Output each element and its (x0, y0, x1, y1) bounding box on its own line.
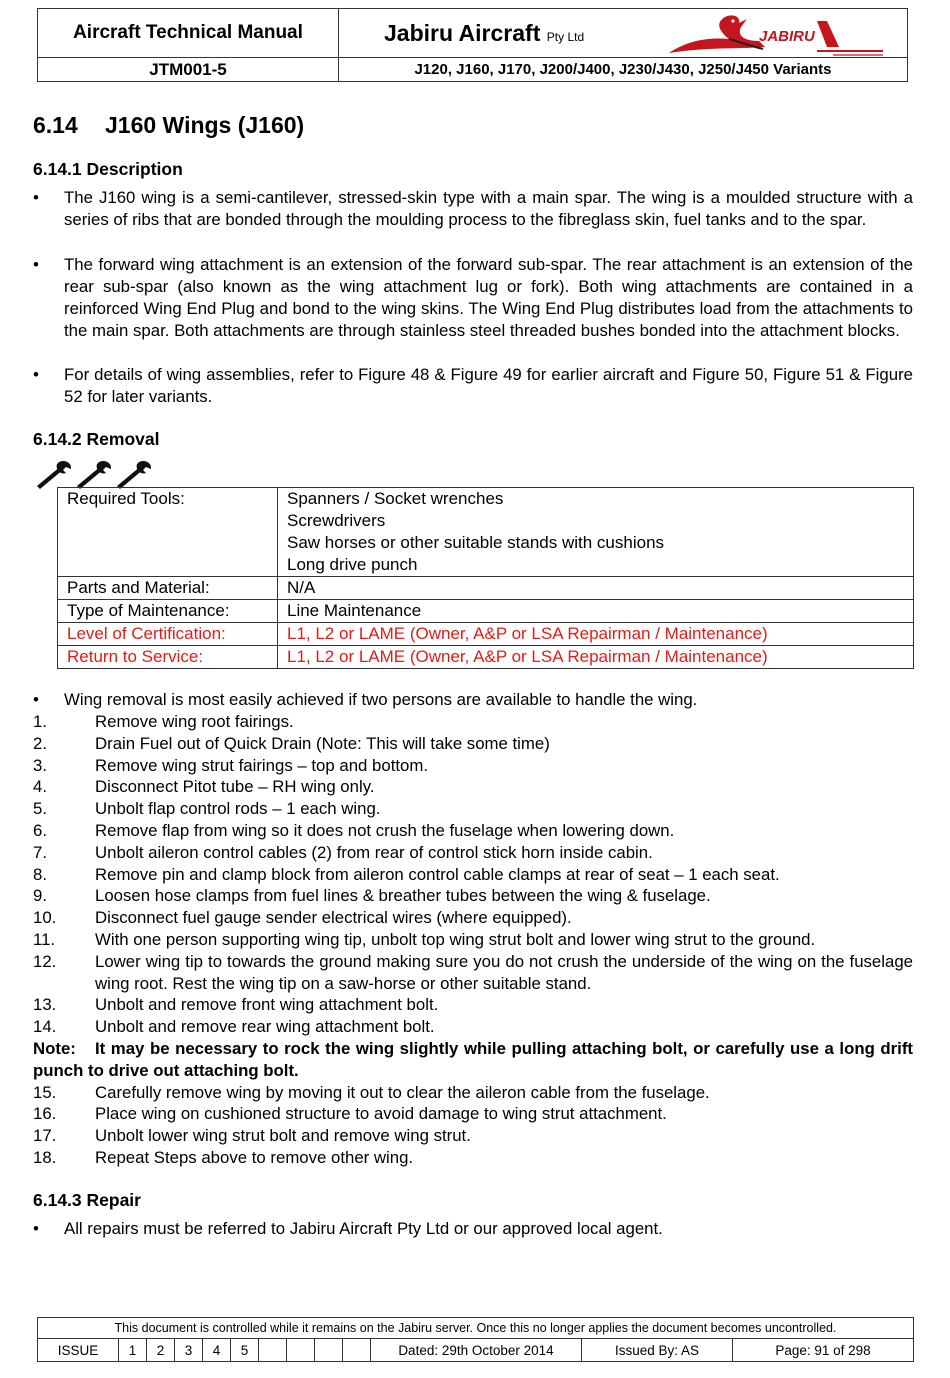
step-item (33, 907, 913, 929)
maintenance-requirements-table (57, 487, 914, 669)
step-text: Lower wing tip to towards the ground making sure you do not crush the underside of the wing on the fuselage wing root. Rest the wing tip on a saw-horse or other suitable stand. (95, 951, 913, 993)
step-item (33, 1082, 913, 1104)
step-text: With one person supporting wing tip, unbolt top wing strut bolt and lower wing strut to the ground. (95, 929, 816, 949)
section-number: 6.14 (33, 112, 78, 138)
step-text: Remove pin and clamp block from aileron control cable clamps at rear of seat – 1 each seat. (95, 864, 780, 884)
list-item: • All repairs must be referred to Jabiru Aircraft Pty Ltd or our approved local agent. (33, 1219, 663, 1238)
list-item: • For details of wing assemblies, refer to Figure 48 & Figure 49 for earlier aircraft and Figure 50, Figure 51 & Figure 52 for later variants. (33, 365, 913, 406)
certification-value: L1, L2 or LAME (Owner, A&P or LSA Repairman / Maintenance) (278, 623, 914, 646)
document-number: JTM001-5 (38, 58, 339, 82)
step-text: Disconnect Pitot tube – RH wing only. (95, 777, 375, 797)
step-item (33, 864, 913, 886)
note-label: Note: (33, 1038, 76, 1058)
table-row (58, 623, 914, 646)
page-number: Page: 91 of 298 (733, 1339, 914, 1362)
step-number: 16. (33, 1104, 57, 1124)
step-item (33, 842, 913, 864)
page-footer (37, 1317, 914, 1362)
parts-label: Parts and Material: (58, 577, 278, 600)
note-text: It may be necessary to rock the wing slightly while pulling attaching bolt, or carefully use a long drift punch to drive out attaching bolt. (33, 1038, 913, 1080)
issue-cell (259, 1339, 287, 1362)
bullet-icon: • (33, 690, 39, 709)
dated: Dated: 29th October 2014 (371, 1339, 582, 1362)
list-item: • The J160 wing is a semi-cantilever, stressed-skin type with a main spar. The wing is a moulded structure with a series of ribs that are bonded through the moulding process to the fibreglass skin, fuel tanks and to the spar. (33, 188, 913, 229)
step-text: Remove wing root fairings. (95, 712, 294, 731)
step-text: Unbolt flap control rods – 1 each wing. (95, 799, 381, 819)
step-item (33, 733, 913, 755)
step-number: 17. (33, 1126, 57, 1146)
issue-cell: 5 (231, 1339, 259, 1362)
step-text: Unbolt and remove front wing attachment bolt. (95, 995, 439, 1015)
maintenance-type-label: Type of Maintenance: (58, 600, 278, 623)
note (33, 1038, 913, 1082)
issue-cell: 2 (147, 1339, 175, 1362)
list-item: • Wing removal is most easily achieved if two persons are available to handle the wing. (33, 690, 698, 709)
issue-cell: 3 (175, 1339, 203, 1362)
step-number: 14. (33, 1017, 57, 1037)
aircraft-variants: J120, J160, J170, J200/J400, J230/J430, J250/J450 Variants (339, 58, 908, 82)
repair-heading: 6.14.3 Repair (33, 1190, 141, 1210)
step-text: Unbolt and remove rear wing attachment bolt. (95, 1017, 435, 1037)
step-number: 18. (33, 1147, 57, 1167)
step-item (33, 1125, 913, 1147)
step-number: 4. (33, 777, 47, 797)
step-text: Drain Fuel out of Quick Drain (Note: This will take some time) (95, 733, 550, 753)
bullet-icon: • (33, 365, 39, 384)
step-number: 5. (33, 799, 47, 819)
step-number: 12. (33, 951, 57, 971)
step-text: Unbolt aileron control cables (2) from rear of control stick horn inside cabin. (95, 842, 653, 862)
company-suffix: Pty Ltd (546, 29, 585, 44)
certification-label: Level of Certification: (58, 623, 278, 646)
bullet-icon: • (33, 255, 39, 274)
issue-cell (343, 1339, 371, 1362)
table-row (58, 646, 914, 669)
company-name-text: Jabiru Aircraft (384, 19, 541, 46)
table-row (58, 577, 914, 600)
table-row (58, 600, 914, 623)
step-text: Place wing on cushioned structure to avoid damage to wing strut attachment. (95, 1104, 667, 1124)
step-item (33, 776, 913, 798)
step-number: 3. (33, 755, 47, 775)
return-to-service-value: L1, L2 or LAME (Owner, A&P or LSA Repairman / Maintenance) (278, 646, 914, 669)
maintenance-type-value: Line Maintenance (278, 600, 914, 623)
step-item (33, 711, 913, 733)
step-number: 2. (33, 733, 47, 753)
step-item (33, 820, 913, 842)
issue-cell: 4 (203, 1339, 231, 1362)
step-number: 1. (33, 712, 47, 731)
step-item (33, 994, 913, 1016)
table-row (58, 488, 914, 577)
step-item (33, 1103, 913, 1125)
removal-steps (33, 711, 913, 1169)
page-header (37, 8, 908, 82)
issue-label: ISSUE (38, 1339, 119, 1362)
required-tools-value: Spanners / Socket wrenches Screwdrivers Saw horses or other suitable stands with cushions Long drive punch (278, 488, 914, 577)
list-item: • The forward wing attachment is an extension of the forward sub-spar. The rear attachment is an extension of the rear sub-spar (also known as the wing attachment lug or fork). Both wing attachments are contained in a reinforced Wing End Plug and bond to the wing skins. The Wing End Plug distributes load from the attachments to the main spar. Both attachments are through stainless steel threaded bushes bonded into the attachment blocks. (33, 255, 913, 340)
issue-cell (315, 1339, 343, 1362)
step-text: Unbolt lower wing strut bolt and remove wing strut. (95, 1126, 471, 1146)
step-item (33, 755, 913, 777)
step-text: Disconnect fuel gauge sender electrical wires (where equipped). (95, 908, 572, 928)
step-number: 6. (33, 820, 47, 840)
step-number: 8. (33, 864, 47, 884)
step-item (33, 885, 913, 907)
step-number: 11. (33, 929, 56, 949)
section-title-text: J160 Wings (J160) (105, 112, 305, 138)
removal-heading: 6.14.2 Removal (33, 429, 160, 449)
step-number: 15. (33, 1082, 57, 1102)
required-tools-label: Required Tools: (58, 488, 278, 577)
step-item (33, 951, 913, 995)
step-text: Repeat Steps above to remove other wing. (95, 1147, 414, 1167)
step-text: Carefully remove wing by moving it out to clear the aileron cable from the fuselage. (95, 1082, 710, 1102)
step-text: Remove flap from wing so it does not crush the fuselage when lowering down. (95, 820, 675, 840)
jabiru-logo-icon (667, 11, 885, 57)
section-title (33, 112, 304, 139)
return-to-service-label: Return to Service: (58, 646, 278, 669)
step-number: 7. (33, 842, 47, 862)
manual-title: Aircraft Technical Manual (38, 9, 339, 58)
step-number: 10. (33, 908, 57, 928)
issued-by: Issued By: AS (582, 1339, 733, 1362)
company-name (339, 9, 908, 58)
step-number: 9. (33, 886, 47, 906)
logo-wordmark: JABIRU (759, 28, 815, 45)
parts-value: N/A (278, 577, 914, 600)
bullet-icon: • (33, 188, 39, 207)
wrench-icon (33, 456, 158, 490)
step-item (33, 1016, 913, 1038)
step-item (33, 798, 913, 820)
step-item (33, 1147, 913, 1169)
document-control-notice: This document is controlled while it remains on the Jabiru server. Once this no longer applies the document becomes uncontrolled. (38, 1318, 914, 1339)
description-heading: 6.14.1 Description (33, 159, 183, 179)
issue-cell: 1 (119, 1339, 147, 1362)
step-number: 13. (33, 995, 57, 1015)
bullet-icon: • (33, 1219, 39, 1238)
issue-cell (287, 1339, 315, 1362)
step-text: Loosen hose clamps from fuel lines & breather tubes between the wing & fuselage. (95, 886, 711, 906)
step-text: Remove wing strut fairings – top and bottom. (95, 755, 428, 775)
step-item (33, 929, 913, 951)
